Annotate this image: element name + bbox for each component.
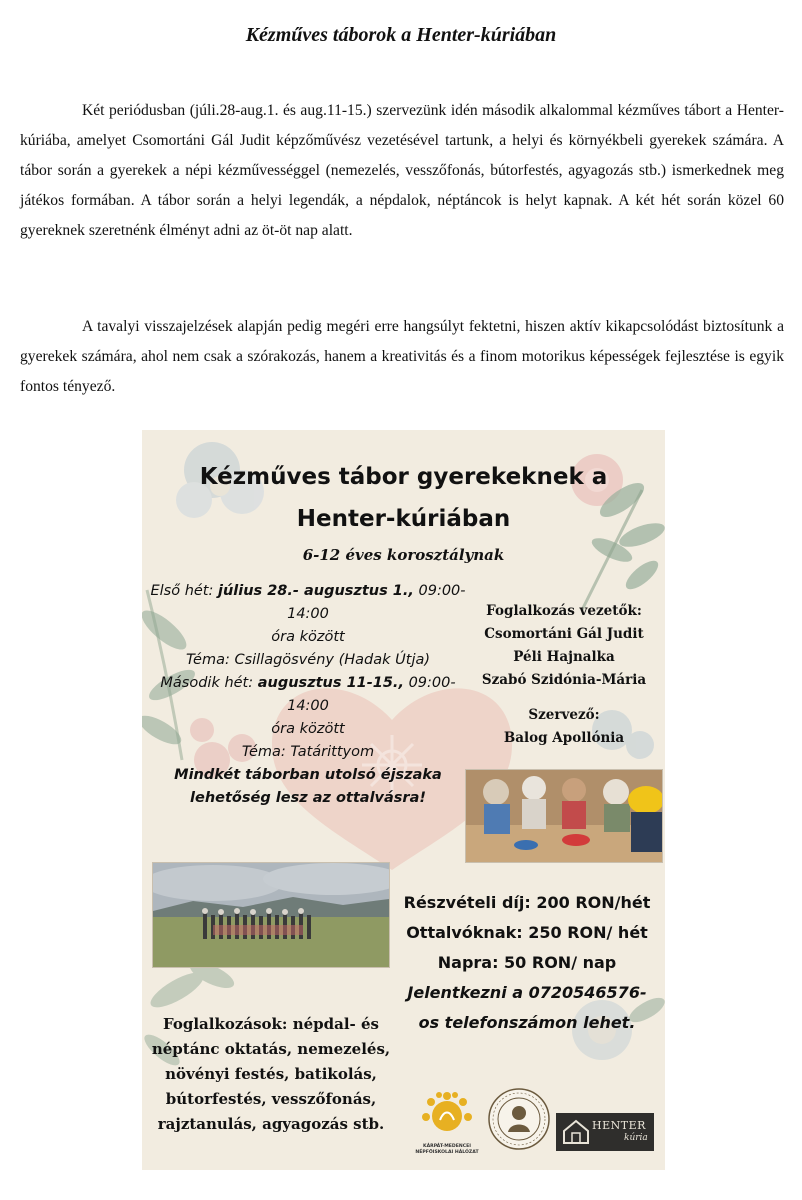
seal-icon	[486, 1086, 552, 1152]
activities-block	[146, 1012, 396, 1137]
overnight-line1: Mindkét táborban utolsó éjszaka	[174, 767, 442, 783]
poster-title	[142, 456, 665, 540]
leader-name: Szabó Szidónia-Mária	[481, 672, 647, 688]
paragraph-feedback: A tavalyi visszajelzések alapján pedig megéri erre hangsúlyt fektetni, hiszen aktív kikapcsolódást biztosítunk a gyerekek számára, ahol nem csak a szórakozás, hanem a kreativitás és a finom motorikus képességek fejlesztése is egyik fontos tényező.	[20, 318, 784, 395]
week2-dates: augusztus 11-15.,	[257, 675, 404, 691]
registration-line: os telefonszámon lehet.	[418, 1013, 636, 1032]
karpat-medencei-logo	[404, 1090, 490, 1160]
week2-dates-line	[148, 672, 468, 695]
henter-kuria-logo	[556, 1113, 654, 1151]
poster-title-line1: Kézműves tábor gyerekeknek a	[199, 464, 608, 490]
camp-poster	[142, 430, 665, 1170]
leader-name: Péli Hajnalka	[513, 649, 615, 665]
sun-logo-icon	[422, 1090, 472, 1140]
activities-line: néptánc oktatás, nemezelés,	[151, 1040, 391, 1058]
schedule	[148, 580, 468, 810]
house-icon	[560, 1117, 592, 1147]
karpat-caption-line1: KÁRPÁT-MEDENCEI	[423, 1144, 471, 1149]
henter-logo-kuria: kúria	[624, 1133, 648, 1143]
age-group: 6-12 éves korosztálynak	[302, 546, 505, 564]
activities-line: bútorfestés, vesszőfonás,	[165, 1090, 377, 1108]
organizer-heading: Szervező:	[528, 707, 600, 723]
leader-name: Csomortáni Gál Judit	[484, 626, 644, 642]
poster-title-line2: Henter-kúriában	[296, 506, 511, 532]
week1-dates-line	[148, 580, 468, 603]
week1-time-start: 09:00-	[413, 583, 466, 599]
overnight-line2: lehetőség lesz az ottalvásra!	[190, 790, 426, 806]
week2-time-end: 14:00	[287, 698, 329, 714]
organizer-name: Balog Apollónia	[503, 730, 625, 746]
activities-line: Foglalkozások: népdal- és	[163, 1015, 379, 1033]
activities-line: növényi festés, batikolás,	[165, 1065, 377, 1083]
week2-theme: Téma: Tatárittyom	[241, 744, 375, 760]
fee-line: Részvételi díj: 200 RON/hét	[403, 893, 651, 912]
fees-block	[392, 888, 662, 1038]
page-title: Kézműves táborok a Henter-kúriában	[245, 24, 557, 46]
week1-theme: Téma: Csillagösvény (Hadak Útja)	[185, 652, 431, 668]
fee-line: Napra: 50 RON/ nap	[437, 953, 617, 972]
activities-line: rajztanulás, agyagozás stb.	[157, 1115, 385, 1133]
nepfoiskola-seal-logo	[486, 1086, 552, 1152]
week1-time-end: 14:00	[287, 606, 329, 622]
leaders-heading: Foglalkozás vezetők:	[486, 603, 642, 619]
leaders-block	[468, 600, 660, 750]
registration-line: Jelentkezni a 0720546576-	[407, 983, 647, 1002]
karpat-caption-line2: NÉPFŐISKOLAI HÁLÓZAT	[415, 1150, 479, 1155]
group-photo-field	[152, 862, 390, 968]
week1-label: Első hét:	[150, 583, 218, 599]
week1-between: óra között	[271, 629, 345, 645]
fee-line: Ottalvóknak: 250 RON/ hét	[406, 923, 648, 942]
week2-time-start: 09:00-	[403, 675, 456, 691]
kids-crafting-photo	[465, 769, 663, 863]
week2-label: Második hét:	[160, 675, 258, 691]
week1-dates: július 28.- augusztus 1.,	[217, 583, 414, 599]
henter-logo-name: HENTER	[592, 1119, 646, 1132]
paragraph-intro: Két periódusban (júli.28-aug.1. és aug.11-15.) szervezünk idén második alkalommal kézműves tábort a Henter-kúriába, amelyet Csomortáni Gál Judit képzőművész vezetésével tartunk, a helyi és környékbeli gyerekek számára. A tábor során a gyerekek a népi kézművességgel (nemezelés, vesszőfonás, bútorfestés, agyagozás stb.) ismerkednek meg játékos formában. A tábor során a helyi legendák, a népdalok, néptáncok is helyt kapnak. A két hét során közel 60 gyereknek szeretnénk élményt adni az öt-öt nap alatt.	[20, 102, 784, 239]
week2-between: óra között	[271, 721, 345, 737]
